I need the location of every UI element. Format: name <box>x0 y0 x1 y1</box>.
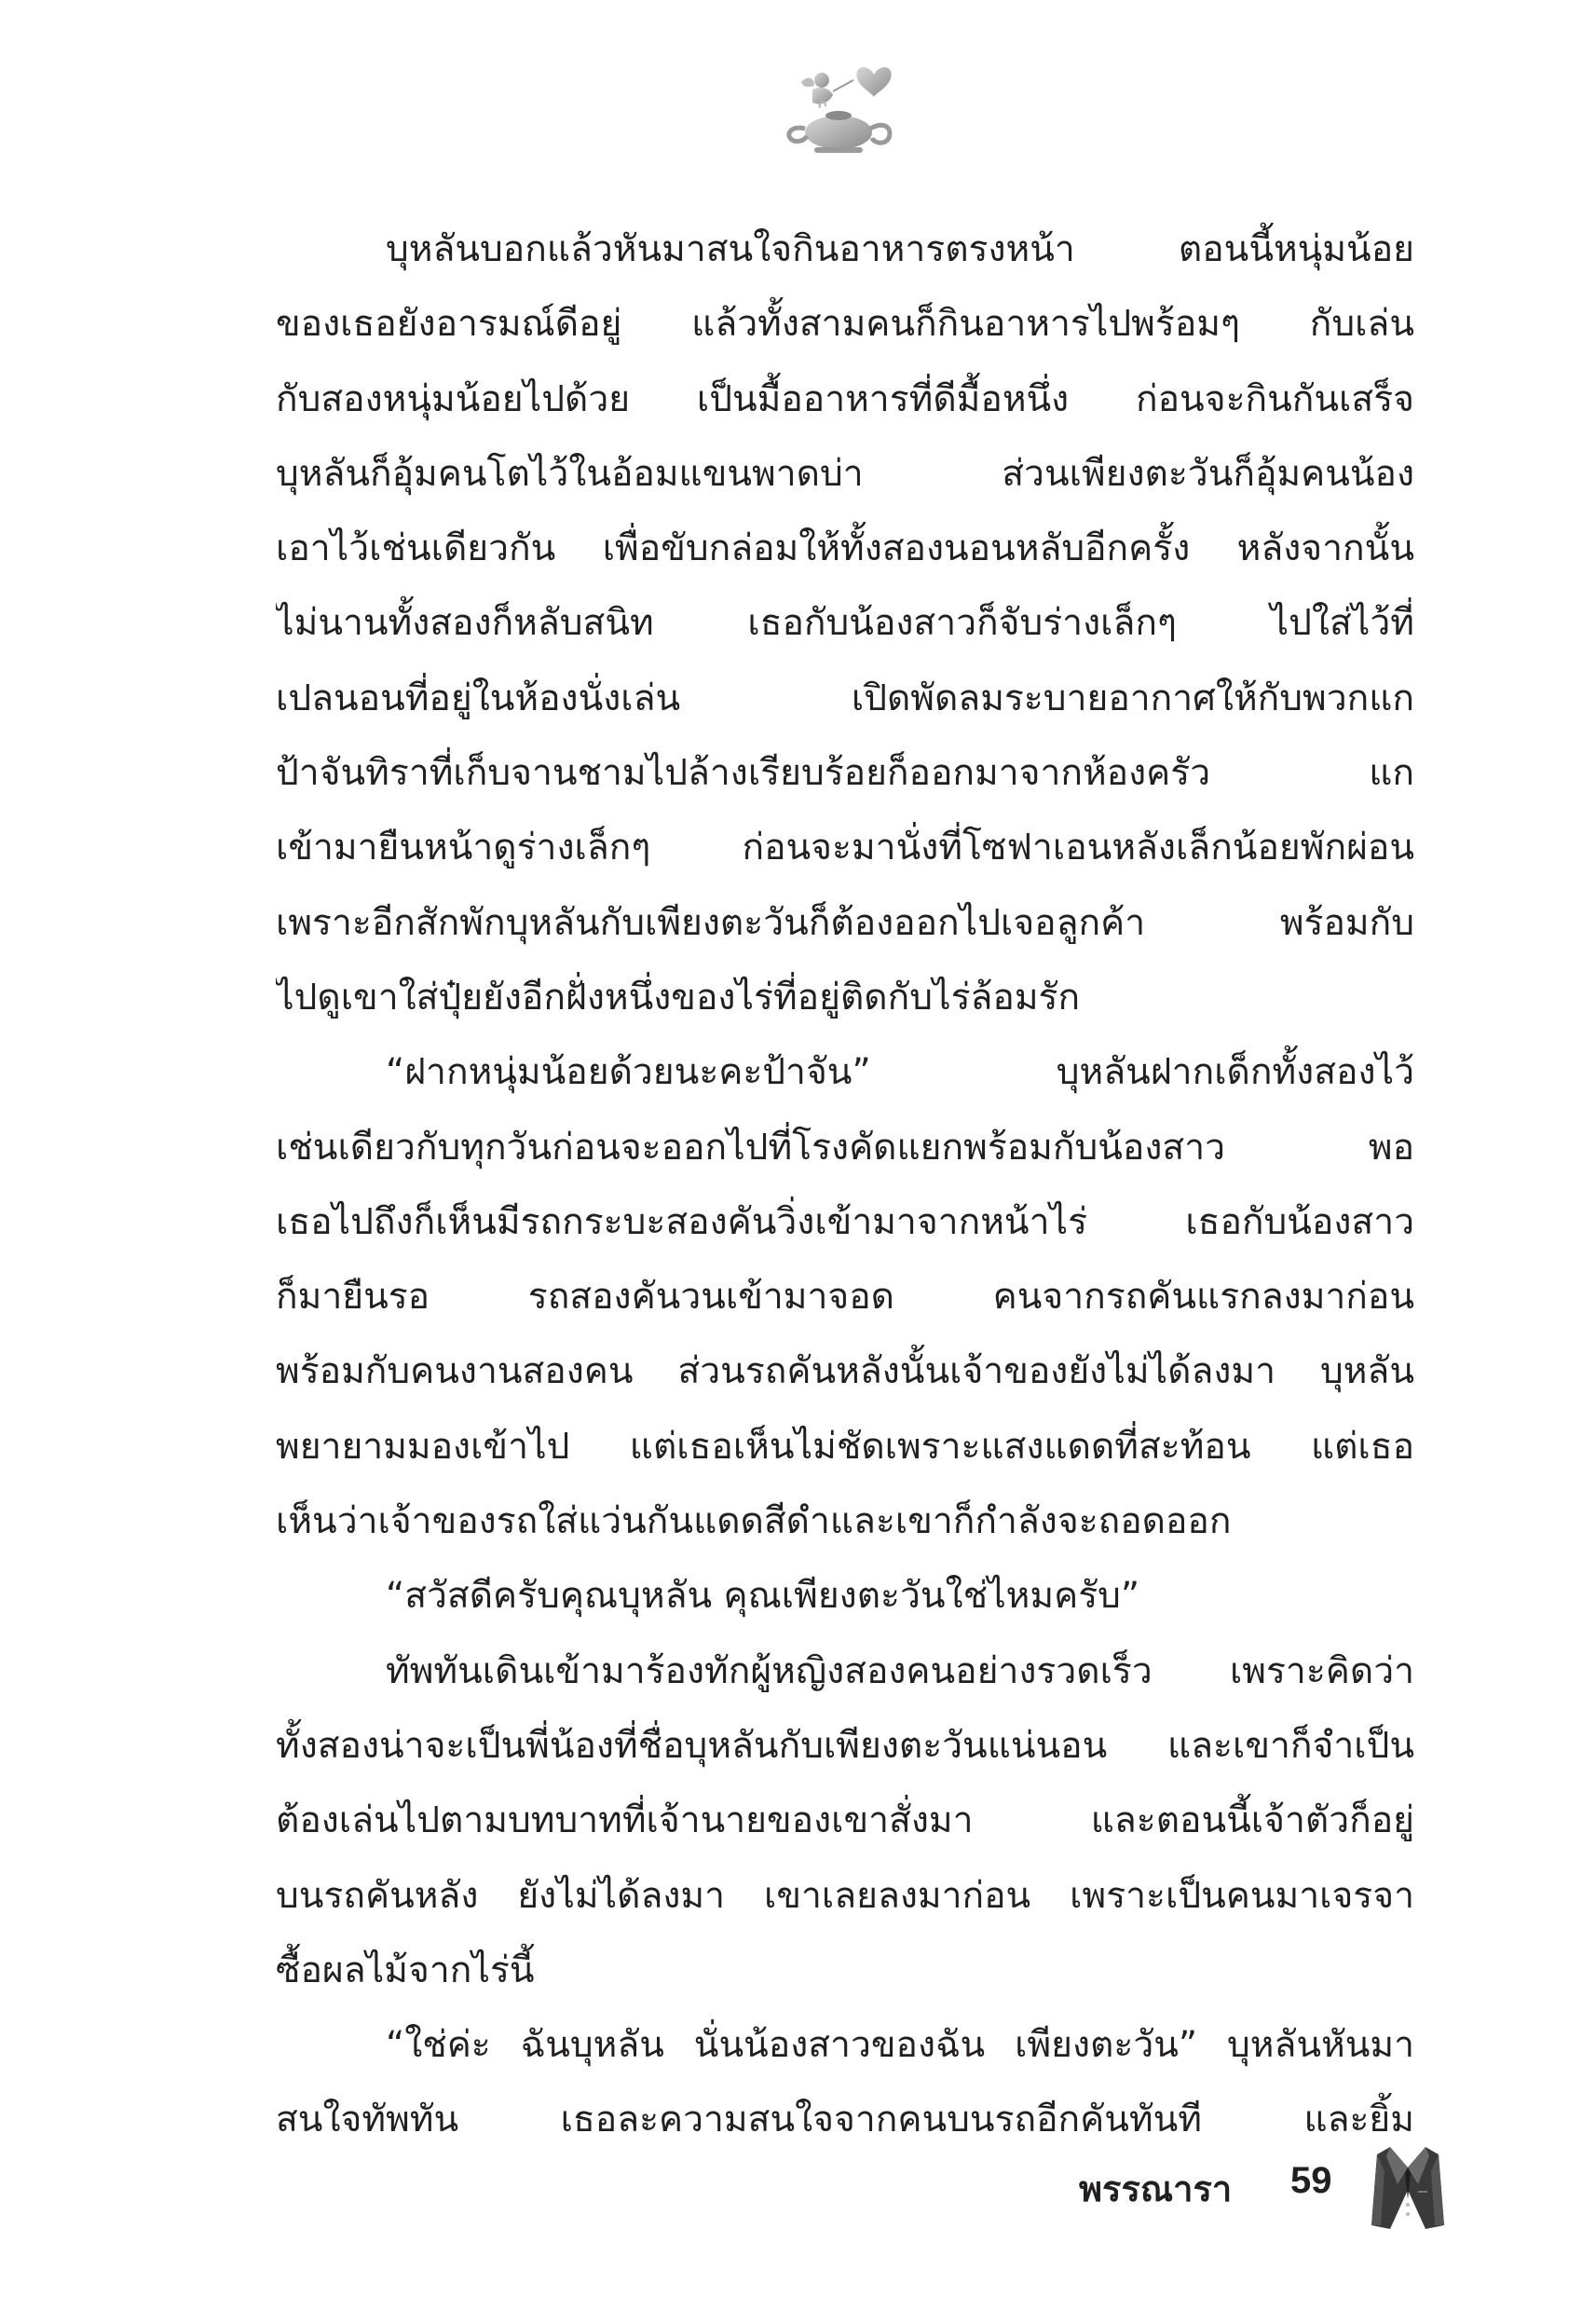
text-line: เช่นเดียวกับทุกวันก่อนจะออกไปที่โรงคัดแยกพร้อมกับน้องสาว พอ <box>276 1126 1414 1169</box>
text-line: เข้ามายืนหน้าดูร่างเล็กๆ ก่อนจะมานั่งที่โซฟาเอนหลังเล็กน้อยพักผ่อน <box>276 827 1414 869</box>
text-line: ก็มายืนรอ รถสองคันวนเข้ามาจอด คนจากรถคันแรกลงมาก่อน <box>276 1276 1414 1319</box>
book-title: พรรณารา <box>1079 2168 1233 2209</box>
text-line: บุหลันบอกแล้วหันมาสนใจกินอาหารตรงหน้า ตอนนี้หนุ่มน้อย <box>386 228 1414 270</box>
text-line: เปลนอนที่อยู่ในห้องนั่งเล่น เปิดพัดลมระบายอากาศให้กับพวกแก <box>276 677 1414 719</box>
text-line: “สวัสดีครับคุณบุหลัน คุณเพียงตะวันใช่ไหมครับ” <box>386 1575 1140 1618</box>
text-line: “ฝากหนุ่มน้อยด้วยนะคะป้าจัน” บุหลันฝากเด็กทั้งสองไว้ <box>386 1051 1414 1094</box>
text-line: ทัพทันเดินเข้ามาร้องทักผู้หญิงสองคนอย่างรวดเร็ว เพราะคิดว่า <box>386 1649 1414 1692</box>
text-line: เอาไว้เช่นเดียวกัน เพื่อขับกล่อมให้ทั้งสองนอนหลับอีกครั้ง หลังจากนั้น <box>276 527 1414 570</box>
text-line: เธอไปถึงก็เห็นมีรถกระบะสองคันวิ่งเข้ามาจากหน้าไร่ เธอกับน้องสาว <box>276 1200 1414 1243</box>
text-line: เพราะอีกสักพักบุหลันกับเพียงตะวันก็ต้องออกไปเจอลูกค้า พร้อมกับ <box>276 901 1414 944</box>
text-line: พร้อมกับคนงานสองคน ส่วนรถคันหลังนั้นเจ้าของยังไม่ได้ลงมา บุหลัน <box>276 1350 1414 1393</box>
cupid-teapot-icon <box>764 54 913 166</box>
text-line: บุหลันก็อุ้มคนโตไว้ในอ้อมแขนพาดบ่า ส่วนเพียงตะวันก็อุ้มคนน้อง <box>276 452 1414 495</box>
text-line: ซื้อผลไม้จากไร่นี้ <box>276 1949 535 1991</box>
text-line: “ใช่ค่ะ ฉันบุหลัน นั่นน้องสาวของฉัน เพียงตะวัน” บุหลันหันมา <box>386 2024 1414 2067</box>
text-line: เห็นว่าเจ้าของรถใส่แว่นกันแดดสีดำและเขาก็กำลังจะถอดออก <box>276 1500 1232 1543</box>
text-line: ไปดูเขาใส่ปุ๋ยยังอีกฝั่งหนึ่งของไร่ที่อยู่ติดกับไร่ล้อมรัก <box>276 976 1081 1019</box>
text-line: ต้องเล่นไปตามบทบาทที่เจ้านายของเขาสั่งมา และตอนนี้เจ้าตัวก็อยู่ <box>276 1799 1414 1842</box>
page-number: 59 <box>1290 2160 1332 2201</box>
text-line: ของเธอยังอารมณ์ดีอยู่ แล้วทั้งสามคนก็กินอาหารไปพร้อมๆ กับเล่น <box>276 303 1414 346</box>
text-line: สนใจทัพทัน เธอละความสนใจจากคนบนรถอีกคันทันที และยิ้ม <box>276 2099 1414 2141</box>
text-line: ป้าจันทิราที่เก็บจานชามไปล้างเรียบร้อยก็ออกมาจากห้องครัว แก <box>276 752 1414 795</box>
text-line: พยายามมองเข้าไป แต่เธอเห็นไม่ชัดเพราะแสงแดดที่สะท้อน แต่เธอ <box>276 1425 1414 1468</box>
text-line: กับสองหนุ่มน้อยไปด้วย เป็นมื้ออาหารที่ดีมื้อหนึ่ง ก่อนจะกินกันเสร็จ <box>276 377 1414 420</box>
body-text <box>276 212 1414 2158</box>
text-line: ทั้งสองน่าจะเป็นพี่น้องที่ชื่อบุหลันกับเพียงตะวันแน่นอน และเขาก็จำเป็น <box>276 1724 1414 1767</box>
page-footer <box>978 2126 1463 2229</box>
text-line: บนรถคันหลัง ยังไม่ได้ลงมา เขาเลยลงมาก่อน เพราะเป็นคนมาเจรจา <box>276 1874 1414 1917</box>
suit-jacket-icon <box>1370 2143 1446 2231</box>
text-line: ไม่นานทั้งสองก็หลับสนิท เธอกับน้องสาวก็จับร่างเล็กๆ ไปใส่ไว้ที่ <box>276 602 1414 645</box>
